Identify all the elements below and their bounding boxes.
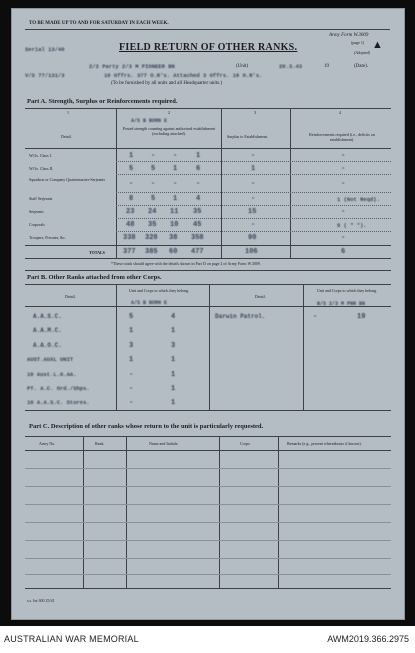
part-a-title: Part A. Strength, Surplus or Reinforcements required. (27, 98, 178, 105)
posted-header: Posted strength counting against authorised establishment (excluding attached). (122, 126, 216, 136)
list-item: AUST.AUXL UNIT (27, 356, 74, 363)
form-title: FIELD RETURN OF OTHER RANKS. (119, 42, 298, 53)
top-instruction: TO BE MADE UP TO AND FOR SATURDAY IN EACH WEEK. (29, 21, 169, 26)
row-label-staff-serjeants: Staff Serjeants (29, 196, 53, 201)
part-c-header-corps: Corps. (240, 441, 251, 446)
part-c-header-remarks: Remarks (e.g., present whereabouts if known). (287, 441, 362, 446)
part-b-title: Part B. Other Ranks attached from other Corps. (27, 274, 162, 281)
list-item: 10 A.A.S.C. Stores. (27, 399, 90, 406)
adopted-label: (Adopted) (354, 50, 370, 55)
part-b-detail-header-right: Detail. (255, 294, 266, 299)
form-paper: TO BE MADE UP TO AND FOR SATURDAY IN EACH WEEK. Army Form W.3009 (page 1) (Adopted) ▲ Serial 13/40 FIELD RETURN OF OTHER RANKS. 2/2 Party 2/3 M PIONEER BN (Unit) 20.3.43 19 (Date). V/S 77/131/3 10 Offrs. 377 O.R's. Attached 3 Offrs. 16 O.R's. (To be furnished by all units and all Headquarter units.) Part A. Strength, Surplus or Reinforcements required. 1 2 3 4 A/S B BORN E Detail. Posted strength counting against authorised establishment (excluding attached). Surplus to Establishment. Reinforcements required (i.e., deficits on establishment). W.Os. Class I. W.Os. Class II. Squadron or Company Quartermaster-Serjeants Staff Serjeants Serjeants Corporals Troopers, Privates, &c. 1 - - 1 5 5 1 6 - - - - 8 5 1 4 23 24 11 35 48 35 10 45 338 320 38 358 - 1 - - 15 - 90 - - - 1 (Not Reqd). - 5 ( " "). - TOTALS 377 385 60 477 106 6 *These totals should agree with the details shown in Part D on page 2 of Army Form W.3009. Part B. Other Ranks attached from other Corps. Detail. Unit and Corps to which they belong. Detail. Unit and Corps to which they belong. A/S B BORN E B/S 2/3 M PNR BN A.A.S.C. 5 4 A.A.M.C. 1 1 A.A.O.C. 3 3 AUST.AUXL UNIT 1 1 10 Aust.L.G.AA. - 1 PT. A.C. Ord./Shps. - 1 10 A.A.S.C. Stores. - 1 Darwin Patrol. - 19 Part C. Description of other ranks whose return to the unit is particularly requested. Army No. Rank. Name and Initials. Corps. Remarks (e.g., present whereabouts if known). s.s. Int 300 25/41 (11, 8, 405, 620)
part-c-header-rank: Rank. (95, 441, 105, 446)
part-b-detail-header: Detail. (65, 294, 76, 299)
totals-label: TOTALS (89, 250, 105, 255)
list-item: A.A.M.C. (33, 327, 62, 334)
archive-accession-number: AWM2019.366.2975 (327, 634, 409, 644)
header-rule (25, 29, 390, 30)
row-label-wo2: W.Os. Class II. (29, 166, 54, 171)
date-label: (Date). (354, 64, 369, 69)
reinforcements-header: Reinforcements required (i.e., deficits on establishment). (309, 132, 375, 142)
surplus-header: Surplus to Establishment. (227, 134, 268, 139)
row-label-troopers: Troopers, Privates, &c. (29, 235, 67, 240)
totals-note: *These totals should agree with the details shown in Part D on page 2 of Army Form W.3009. (111, 261, 261, 266)
archive-footer (0, 626, 415, 653)
part-b-typed-header-right: B/S 2/3 M PNR BN (317, 301, 366, 307)
cursor-arrow-icon: ▲ (372, 39, 383, 51)
list-item: 10 Aust.L.G.AA. (27, 371, 77, 378)
part-b-typed-header-left: A/S B BORN E (131, 300, 168, 306)
col-number-2: 2 (168, 110, 170, 115)
serial-reference: Serial 13/40 (25, 46, 65, 53)
date-value: 20.3.43 (279, 63, 303, 70)
part-c-title: Part C. Description of other ranks whose return to the unit is particularly requested. (29, 423, 264, 430)
list-item: PT. A.C. Ord./Shps. (27, 385, 90, 392)
list-item: A.A.O.C. (33, 342, 62, 349)
part-b-unit-header-left: Unit and Corps to which they belong. (129, 288, 190, 293)
part-b-unit-header-right: Unit and Corps to which they belong. (317, 288, 378, 293)
furnished-note: (To be furnished by all units and all Headquarter units.) (111, 81, 223, 86)
row-label-serjeants: Serjeants (29, 209, 44, 214)
army-form-label: Army Form W.3009 (329, 33, 369, 38)
detail-header: Detail. (61, 134, 72, 139)
unit-subreference: V/S 77/131/3 (25, 72, 65, 79)
page-reference: (page 1) (351, 40, 365, 45)
list-item: Darwin Patrol. (215, 313, 266, 320)
col-number-3: 3 (254, 110, 256, 115)
row-label-wo1: W.Os. Class I. (29, 153, 52, 158)
part-c-header-army-no: Army No. (39, 441, 56, 446)
part-c-header-name: Name and Initials. (149, 441, 179, 446)
unit-value: 2/2 Party 2/3 M PIONEER BN (89, 63, 175, 70)
unit-label: (Unit) (236, 64, 249, 69)
col-number-4: 4 (339, 110, 341, 115)
strength-summary: 10 Offrs. 377 O.R's. Attached 3 Offrs. 16 O.R's. (104, 72, 263, 79)
col-number-1: 1 (67, 110, 69, 115)
archive-name: AUSTRALIAN WAR MEMORIAL (4, 634, 139, 644)
printer-code: s.s. Int 300 25/41 (27, 598, 55, 603)
posted-typed-header: A/S B BORN E (131, 118, 168, 124)
row-label-corporals: Corporals (29, 222, 45, 227)
row-label-cqms: Squadron or Company Quartermaster-Serjeants (29, 177, 106, 182)
list-item: A.A.S.C. (33, 313, 62, 320)
date-prefix: 19 (324, 64, 329, 69)
